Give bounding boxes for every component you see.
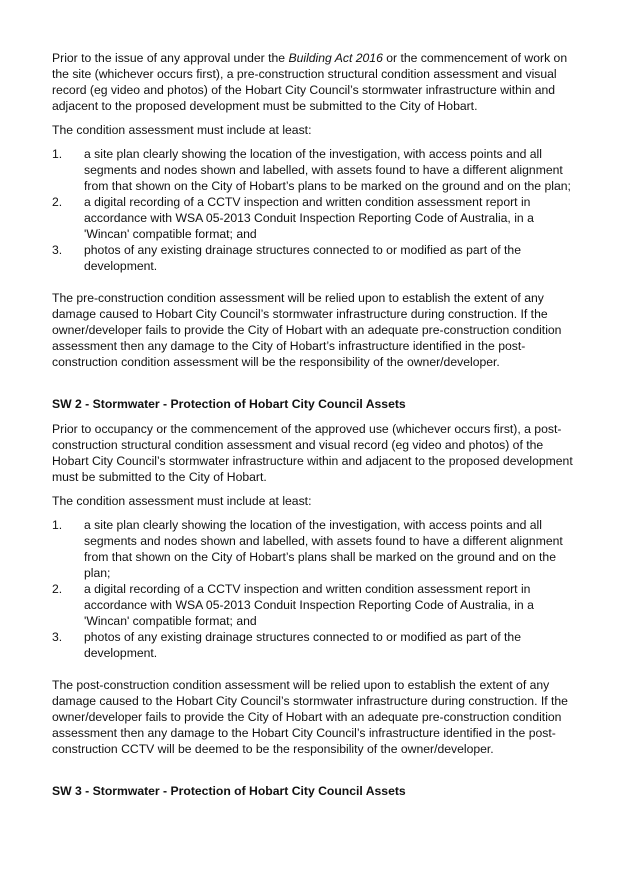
- list-item: 2. a digital recording of a CCTV inspection and written condition assessment report in accordance with WSA 05-2013 Conduit Inspection Reporting Code of Australia, in a 'Wincan' compatible format; and: [52, 582, 534, 628]
- sw2-list-lead: The condition assessment must include at least:: [52, 494, 312, 508]
- list-item: 2. a digital recording of a CCTV inspection and written condition assessment report in accordance with WSA 05-2013 Conduit Inspection Reporting Code of Australia, in a 'Wincan' compatible format; and: [52, 195, 534, 241]
- act-name: Building Act 2016: [288, 51, 383, 65]
- sw2-heading: SW 2 - Stormwater - Protection of Hobart City Council Assets: [52, 397, 406, 411]
- intro-requirements-list: [52, 146, 574, 274]
- sw2-requirements-list: [52, 517, 574, 661]
- sw3-heading: SW 3 - Stormwater - Protection of Hobart City Council Assets: [52, 784, 406, 798]
- intro-paragraph: Prior to the issue of any approval under the Building Act 2016 or the commencement of work on the site (whichever occurs first), a pre-construction structural condition assessment and visual record (eg video and photos) of the Hobart City Council’s stormwater infrastructure within and adjacent to the proposed development must be submitted to the City of Hobart.: [52, 51, 568, 113]
- intro-closing-paragraph: The pre-construction condition assessment will be relied upon to establish the extent of any damage caused to Hobart City Council’s stormwater infrastructure during construction. If the owner/developer fails to provide the City of Hobart with an adequate pre-construction condition assessment then any damage to the City of Hobart’s infrastructure identified in the post-construction condition assessment will be the responsibility of the owner/developer.: [52, 291, 562, 369]
- sw2-closing-paragraph: The post-construction condition assessment will be relied upon to establish the extent of any damage caused to the Hobart City Council’s stormwater infrastructure during construction. If the owner/developer fails to provide the City of Hobart with an adequate pre-construction condition assessment then any damage to the Hobart City Council’s infrastructure identified in the post-construction CCTV will be deemed to be the responsibility of the owner/developer.: [52, 678, 568, 756]
- list-item: 3. photos of any existing drainage structures connected to or modified as part of the development.: [52, 243, 521, 273]
- intro-list-lead: The condition assessment must include at least:: [52, 123, 312, 137]
- document-body: [52, 50, 574, 808]
- sw2-paragraph: Prior to occupancy or the commencement of the approved use (whichever occurs first), a post-construction structural condition assessment and visual record (eg video and photos) of the Hobart City Council’s stormwater infrastructure within and adjacent to the proposed development must be submitted to the City of Hobart.: [52, 422, 573, 484]
- list-item: 1. a site plan clearly showing the location of the investigation, with access points and all segments and nodes shown and labelled, with assets found to have a different alignment from that shown on the City of Hobart’s plans shall be marked on the ground and on the plan;: [52, 518, 563, 580]
- list-item: 3. photos of any existing drainage structures connected to or modified as part of the development.: [52, 630, 521, 660]
- list-item: 1. a site plan clearly showing the location of the investigation, with access points and all segments and nodes shown and labelled, with assets found to have a different alignment from that shown on the City of Hobart’s plans to be marked on the ground and on the plan;: [52, 147, 571, 193]
